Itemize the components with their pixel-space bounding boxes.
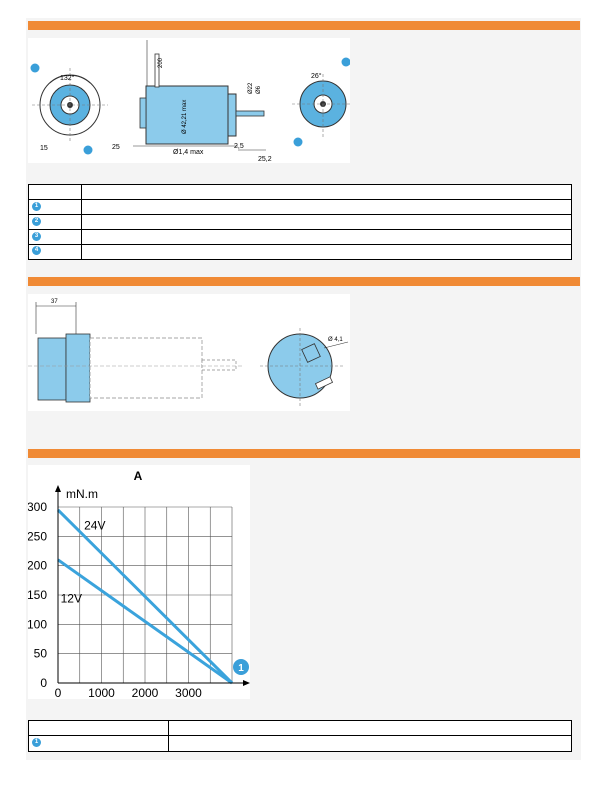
chart-svg [28,465,250,699]
chart-annotation-marker [233,659,249,675]
dim-right-label: Ø 4,1 [328,337,343,343]
legend-marker-4: 4 [32,246,41,255]
legend-marker-1: 1 [32,202,41,211]
y-tick-label: 100 [28,617,47,632]
section-header-bar-2 [28,277,580,286]
side-label-right: Ø6 [256,85,262,94]
chart-axes [55,485,250,686]
dim-left-bottom-label: 15 [40,145,48,152]
dim-top-label: 37 [51,299,58,305]
side-view [112,40,272,163]
x-tick-label: 2000 [131,686,159,699]
y-tick-label: 50 [33,646,47,661]
right-end-view [292,58,350,147]
dimension-drawing-gearbox [28,294,350,411]
x-tick-label: 1000 [88,686,115,699]
x-tick-label: 0 [54,686,62,699]
series-label-24v: 24V [84,518,106,533]
y-tick-label: 150 [28,588,47,602]
gearbox-end-view [260,328,348,406]
legend-table-2-marker-1: 1 [32,738,41,747]
chart-title: A [133,469,143,483]
dim-right-shaft-label: 2,5 [234,143,244,150]
section-header-bar-1 [28,21,580,30]
dim-body-diameter-label: Ø 42,21 max [182,99,188,134]
dim-left-offset-label: 25 [112,144,120,151]
dim-body-length-label: Ø1,4 max [173,149,204,156]
x-axis-arrow [243,680,250,686]
legend-marker-3: 3 [32,232,41,241]
dim-right-total-label: 25,2 [258,156,272,163]
y-tick-label: 0 [40,676,47,690]
y-tick-label: 200 [28,558,47,573]
y-tick-label: 250 [28,529,47,544]
series-label-12v: 12V [60,591,82,606]
section-header-bar-3 [28,449,580,458]
torque-speed-chart [28,465,250,699]
y-axis-label: mN.m [66,487,98,501]
legend-marker-2: 2 [32,217,41,226]
angle-right-label: 26° [311,73,322,80]
legend-table-2 [28,720,572,752]
legend-table-1 [28,184,572,260]
dim-shaft-vertical-label: 200 [158,57,164,68]
y-tick-label: 300 [28,500,47,514]
dimension-drawing-motor [28,38,350,163]
annotation-marker-label: 1 [238,663,244,674]
gearbox-side-view [28,299,243,402]
x-tick-label: 3000 [175,686,202,699]
angle-left-label: 132° [60,75,75,82]
y-axis-arrow [55,485,61,492]
dim-flange-label: Ø22 [248,82,254,94]
left-end-view [31,64,109,155]
